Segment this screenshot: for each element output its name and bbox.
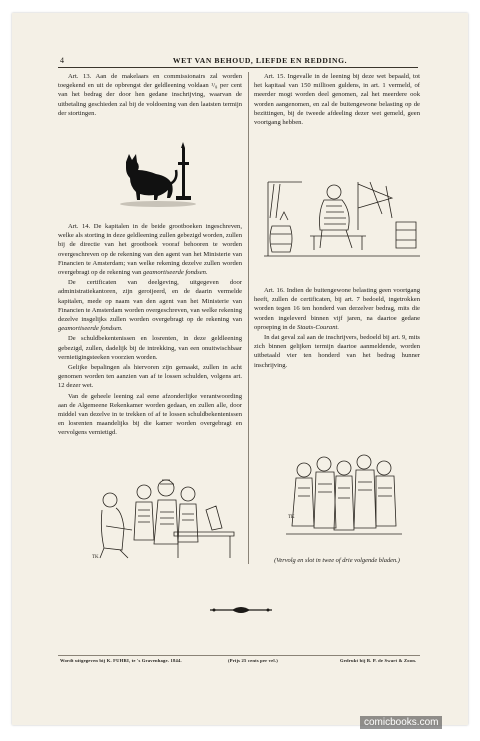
workshop-illustration	[262, 178, 422, 260]
article-15	[254, 72, 420, 128]
price-note: (Prijs 25 cents per vel.)	[228, 658, 278, 663]
art14-paragraph-3: De schuldbekentenissen en losrenten, in deze geldleening gebezigd, zullen, dadelijk bij de intrekking, van een onuitwischbaar vernietigingsteeken voorzien worden.	[58, 335, 242, 361]
footer-rule	[58, 655, 420, 656]
art14-paragraph-4: Gelijke bepalingen als hiervoren zijn gemaakt, zullen in acht genomen worden ten aanzien van af te lossen schulden, volgens art. 12 dezer wet.	[58, 364, 242, 390]
art16-paragraph-1: Art. 16. Indien de buitengewone belasting geen voortgang heeft, zullen de certificaten, bij art. 7 bedoeld, ingetrokken worden tegen 16 ten honderd van derzelver bedrag, mits die worden ingeleverd binnen vijf jaren, na daartoe gedane oproeping in de Staats-Courant.	[254, 287, 420, 331]
header-rule	[58, 67, 418, 68]
printer-imprint: Gedrukt bij B. P. de Swart & Zoon.	[340, 658, 417, 663]
art14-paragraph-5: Van de geheele leening zal eene afzonderlijke verantwoording aan de Algemeene Rekenkamer worden gedaan, en zullen alle, door middel van dezelve in te trekken of af te lossen schuldbekentenissen en losrenten maandelijks bij die kamer worden overgebragt en vervolgens vernietigd.	[58, 392, 242, 437]
running-title: WET VAN BEHOUD, LIEFDE EN REDDING.	[172, 56, 348, 65]
group-right-initials: TK	[288, 515, 295, 520]
article-14	[58, 222, 242, 439]
article-16	[254, 286, 420, 371]
art14-paragraph-2: De certificaten van deelgeving, uitgegeven door administratiekantoren, zijn geroijeerd, en de daarin vermelde kapitalen, mede op naam van den agent van het Ministerie van Financien te Amsterdam worden overgeschreven, van welke rekening dezelve insgelijks zullen worden overgebragt op de rekening van geamortiseerde fondsen.	[58, 279, 242, 333]
cat-candle-illustration	[112, 140, 202, 210]
art13-text: Art. 13. Aan de makelaars en commissionairs zal worden toegekend en uit de opbrengst der geldleening voldaan ¹/₈ per cent van het bedrag der door hen gedane inschrijving, waarvan de uitbetaling geschieden zal bij de voldoening van den laatsten termijn der stortingen.	[58, 73, 242, 117]
group-left-initials: TK	[92, 555, 99, 560]
art16-paragraph-2: In dat geval zal aan de inschrijvers, bedoeld bij art. 9, mits zich binnen gelijken termijn daartoe aanmeldende, worden uitbetaald vier ten honderd van het bedrag hunner inschrijving.	[254, 334, 420, 369]
continuation-note: (Vervolg en slot in twee of drie volgende bladen.)	[274, 557, 400, 564]
art15-text: Art. 15. Ingevalle in de leening bij deze wet bepaald, tot het kapitaal van 150 millioen guldens, in art. 1 vermeld, of meerder mogt worden deel genomen, zal het meerdere ook worden aangenomen, en zal de buitengewone belasting op de bezittingen, bij de tweede afdeeling dezer wet gemeld, geen voortgang hebben.	[254, 73, 420, 127]
crowd-illustration	[284, 448, 404, 540]
column-divider	[248, 72, 249, 564]
site-watermark: comicbooks.com	[360, 716, 442, 729]
article-13	[58, 72, 242, 119]
page-number: 4	[60, 56, 64, 65]
art14-paragraph-1: Art. 14. De kapitalen in de beide grootboeken ingeschreven, welke als storting in deze geldleening zullen gebezigd worden, zullen bij de directie van het grootboek vooraf behooren te worden overgeschreven op de rekening van den agent van het Ministerie van Financien te Amsterdam; van welke rekening dezelve zullen worden overgebragt op de rekening van geamortiseerde fondsen.	[58, 223, 242, 277]
publisher-imprint: Wordt uitgegeven bij K. FUHRI, te 's Gravenhage. 1844.	[60, 658, 182, 663]
ornament-divider	[208, 604, 274, 616]
men-at-desk-illustration	[88, 470, 238, 562]
